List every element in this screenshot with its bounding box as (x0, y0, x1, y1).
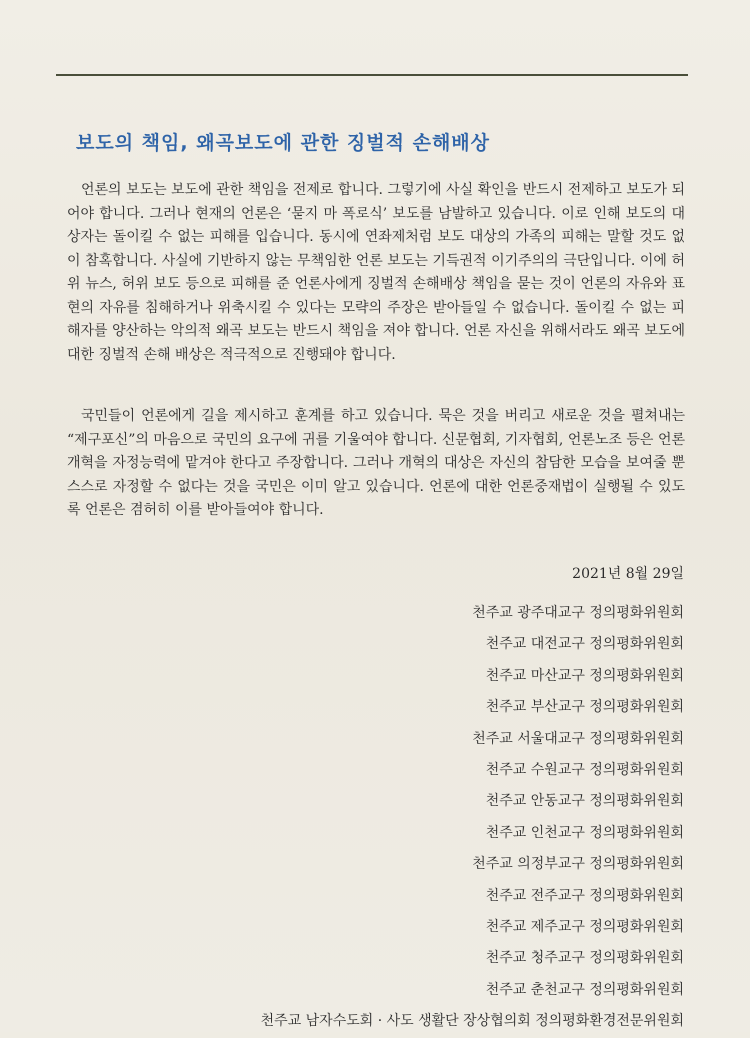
signer-item: 천주교 대전교구 정의평화위원회 (485, 636, 684, 653)
signer-item: 천주교 춘천교구 정의평화위원회 (485, 981, 684, 998)
signer-item: 천주교 청주교구 정의평화위원회 (485, 950, 684, 967)
signer-item: 천주교 남자수도회 · 사도 생활단 장상협의회 정의평화환경전문위원회 (260, 1013, 684, 1030)
signer-item: 천주교 부산교구 정의평화위원회 (485, 699, 684, 716)
body-paragraph-2: 국민들이 언론에게 길을 제시하고 훈계를 하고 있습니다. 묵은 것을 버리고 새로운 것을 펼쳐내는 “제구포신”의 마음으로 국민의 요구에 귀를 기울여야 합니다. 신문협회, 기자협회, 언론노조 등은 언론개혁을 자정능력에 맡겨야 한다고 주장합니다. 그러나 개혁의 대상은 자신의 참담한 모습을 보여줄 뿐 스스로 자정할 수 없다는 것을 국민은 이미 알고 있습니다. 언론에 대한 언론중재법이 실행될 수 있도록 언론은 겸허히 이를 받아들여야 합니다. (67, 408, 685, 518)
signer-item: 천주교 광주대교구 정의평화위원회 (472, 605, 684, 621)
document-date: 2021년 8월 29일 (572, 566, 684, 582)
signer-item: 천주교 의정부교구 정의평화위원회 (472, 856, 684, 873)
signer-item: 천주교 전주교구 정의평화위원회 (485, 887, 684, 904)
signer-item: 천주교 인천교구 정의평화위원회 (485, 824, 684, 841)
signer-item: 천주교 서울대교구 정의평화위원회 (472, 730, 684, 747)
signer-list (261, 598, 684, 1038)
signer-item: 천주교 수원교구 정의평화위원회 (485, 762, 684, 779)
top-divider (56, 74, 688, 76)
body-paragraph-1: 언론의 보도는 보도에 관한 책임을 전제로 합니다. 그렇기에 사실 확인을 반드시 전제하고 보도가 되어야 합니다. 그러나 현재의 언론은 ‘묻지 마 폭로식’ 보도를 남발하고 있습니다. 이로 인해 보도의 대상자는 돌이킬 수 없는 피해를 입습니다. 동시에 연좌제처럼 보도 대상의 가족의 피해는 말할 것도 없이 참혹합니다. 사실에 기반하지 않는 무책임한 언론 보도는 기득권적 이기주의의 극단입니다. 이에 허위 뉴스, 허위 보도 등으로 피해를 준 언론사에게 징벌적 손해배상 책임을 묻는 것이 언론의 자유와 표현의 자유를 침해하거나 위축시킬 수 있다는 모략의 주장은 받아들일 수 없습니다. 돌이킬 수 없는 피해자를 양산하는 악의적 왜곡 보도는 반드시 책임을 져야 합니다. 언론 자신을 위해서라도 왜곡 보도에 대한 징벌적 손해 배상은 적극적으로 진행돼야 합니다. (67, 182, 685, 363)
signer-item: 천주교 마산교구 정의평화위원회 (485, 667, 684, 684)
signer-item: 천주교 안동교구 정의평화위원회 (485, 793, 684, 810)
page-title: 보도의 책임, 왜곡보도에 관한 징벌적 손해배상 (76, 132, 491, 154)
signer-item: 천주교 제주교구 정의평화위원회 (485, 919, 684, 936)
